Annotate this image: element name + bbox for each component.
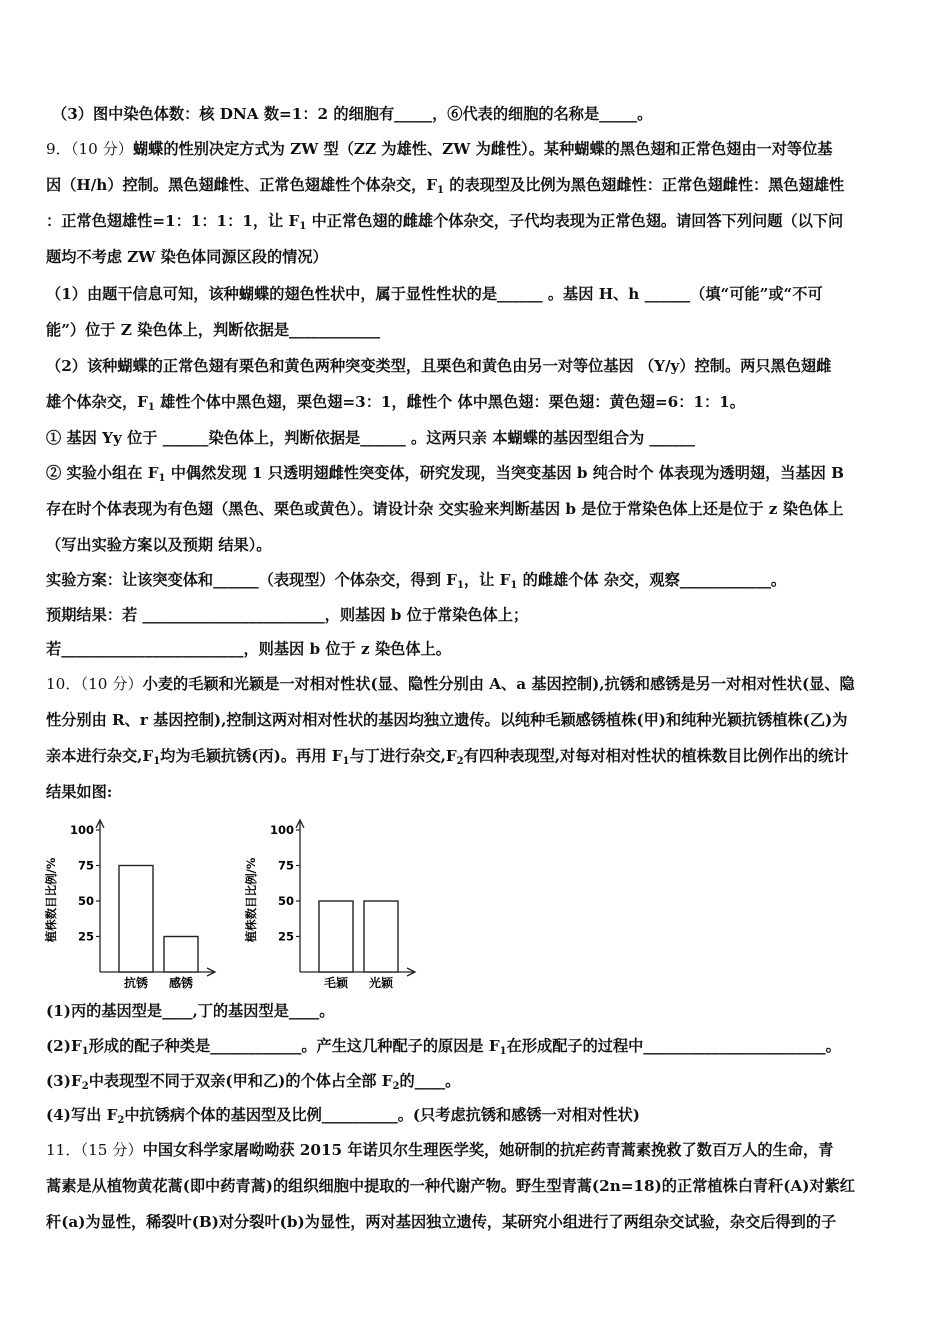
y-axis-label: 植株数目比例/% (244, 857, 258, 943)
y-tick-label: 25 (277, 929, 294, 944)
q11-line3: 秆(a)为显性，稀裂叶(B)对分裂叶(b)为显性，两对基因独立遗传，某研究小组进行了两组杂交试验，杂交后得到的子 (46, 1213, 837, 1231)
q11-line1: 11．（15 分）中国女科学家屠呦呦获 2015 年诺贝尔生理医学奖，她研制的抗疟药青蒿素挽救了数百万人的生命，青 (46, 1141, 834, 1159)
bar (119, 866, 153, 973)
q9-line2: 因（H/h）控制。黑色翅雌性、正常色翅雄性个体杂交，$F_1$ 的表现型及比例为黑色翅雌性：正常色翅雌性：黑色翅雄性 (46, 176, 845, 196)
q9-part2-line2: 雄个体杂交，$F_1$ 雄性个体中黑色翅，栗色翅=3：1，雌性个 体中黑色翅：栗色翅：黄色翅=6：1：1。 (46, 393, 745, 413)
q9-plan: 实验方案：让该突变体和______（表现型）个体杂交，得到 $F_1$，让 $F_1$ 的雌雄个体 杂交，观察____________。 (46, 571, 787, 591)
y-tick-label: 50 (77, 894, 94, 908)
q9-sub2-line3: （写出实验方案以及预期 结果）。 (46, 536, 272, 554)
question-number: 10．（10 分） (46, 675, 143, 693)
q10-line3: 亲本进行杂交$,F_1$均为毛颖抗锈(丙)。再用 $F_1$与丁进行杂交$,F_2$有四种表现型,对每对相对性状的植株数目比例作出的统计 (46, 747, 849, 767)
q11-line2: 蒿素是从植物黄花蒿(即中药青蒿)的组织细胞中提取的一种代谢产物。野生型青蒿(2n=18)的正常植株白青秆(A)对紫红 (46, 1177, 855, 1195)
q9-line3: ：正常色翅雄性=1：1：1：1，让 $F_1$ 中正常色翅的雌雄个体杂交，子代均表现为正常色翅。请回答下列问题（以下问 (46, 212, 844, 232)
y-tick-label: 100 (269, 823, 294, 837)
y-axis-label: 植株数目比例/% (44, 857, 58, 943)
q9-part1-line2: 能”）位于 Z 染色体上，判断依据是____________ (46, 321, 381, 339)
q10-part3: $(3)F_2$中表现型不同于双亲(甲和乙)的个体占全部 $F_2$的____。 (46, 1072, 461, 1092)
q9-sub1: ① 基因 Yy 位于 ______染色体上，判断依据是______ 。这两只亲 本蝴蝶的基因型组合为 ______ (46, 429, 695, 447)
y-tick-label: 25 (77, 929, 94, 944)
x-tick-label: 抗锈 (123, 976, 149, 990)
q9-line1: 9．（10 分）蝴蝶的性别决定方式为 ZW 型（ZZ 为雄性、ZW 为雌性）。某种蝴蝶的黑色翅和正常色翅由一对等位基 (46, 140, 833, 158)
question-number: 11．（15 分） (46, 1141, 143, 1159)
y-tick-label: 75 (277, 858, 294, 873)
x-tick-label: 毛颖 (323, 976, 349, 990)
y-tick-label: 100 (69, 823, 94, 837)
q10-line1: 10．（10 分）小麦的毛颖和光颖是一对相对性状(显、隐性分别由 A、a 基因控制),抗锈和感锈是另一对相对性状(显、隐 (46, 675, 855, 693)
q9-part1-line1: （1）由题干信息可知，该种蝴蝶的翅色性状中，属于显性性状的是______ 。基因 H、h ______（填“可能”或“不可 (46, 285, 823, 303)
bar-chart-rust-resistance (40, 812, 220, 994)
q9-sub2-line2: 存在时个体表现为有色翅（黑色、栗色或黄色）。请设计杂 交实验来判断基因 b 是位于常染色体上还是位于 z 染色体上 (46, 500, 844, 518)
y-tick-label: 75 (77, 858, 94, 873)
bar (319, 901, 353, 972)
x-tick-label: 光颖 (368, 976, 394, 990)
q9-expected1: 预期结果：若 ________________________，则基因 b 位于常染色体上； (46, 606, 529, 624)
question-number: 9．（10 分） (46, 140, 133, 158)
q9-sub2-line1: ② 实验小组在 $F_1$ 中偶然发现 1 只透明翅雌性突变体，研究发现，当突变基因 b 纯合时个 体表现为透明翅，当基因 B (46, 464, 844, 484)
q9-part2-line1: （2）该种蝴蝶的正常色翅有栗色和黄色两种突变类型，且栗色和黄色由另一对等位基因 （Y/y）控制。两只黑色翅雌 (46, 357, 832, 375)
q10-line4: 结果如图: (46, 783, 113, 801)
x-tick-label: 感锈 (168, 976, 194, 990)
bar (164, 937, 198, 973)
q9-line4: 题均不考虑 ZW 染色体同源区段的情况） (46, 248, 328, 266)
bar (364, 901, 398, 972)
q10-part4: (4)写出 $F_2$中抗锈病个体的基因型及比例__________。(只考虑抗锈和感锈一对相对性状) (46, 1106, 640, 1126)
q10-part2: $(2)F_1$形成的配子种类是____________。产生这几种配子的原因是 $F_1$在形成配子的过程中________________________。 (46, 1037, 841, 1057)
q8-part3: （3）图中染色体数：核 DNA 数=1：2 的细胞有_____，⑥代表的细胞的名称是_____。 (52, 105, 653, 123)
q10-part1: (1)丙的基因型是____,丁的基因型是____。 (46, 1002, 335, 1020)
q9-expected2: 若________________________，则基因 b 位于 z 染色体上。 (46, 640, 451, 658)
q10-line2: 性分别由 R、r 基因控制),控制这两对相对性状的基因均独立遗传。以纯种毛颖感锈植株(甲)和纯种光颖抗锈植株(乙)为 (46, 711, 848, 729)
y-tick-label: 50 (277, 894, 294, 908)
bar-chart-glume (240, 812, 420, 994)
